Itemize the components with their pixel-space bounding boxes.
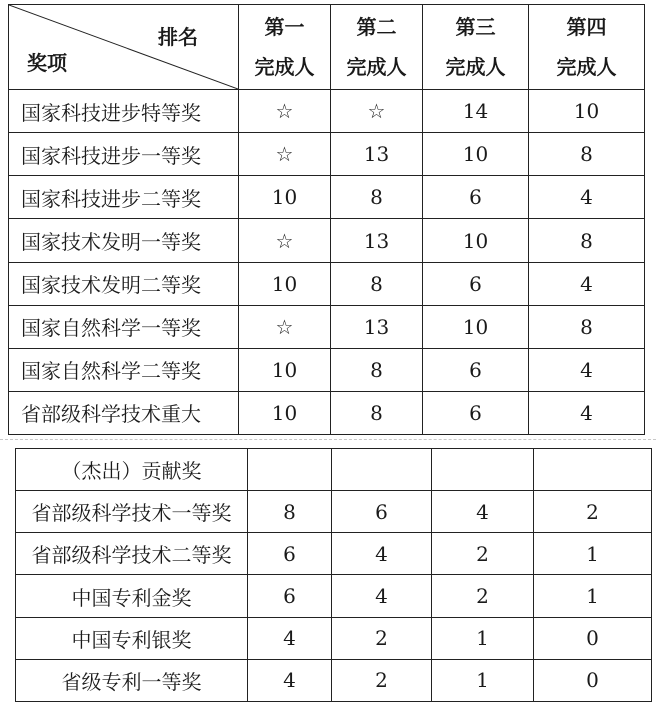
value-cell-rank-3: 2 [432, 533, 534, 575]
value-cell-rank-3 [432, 449, 534, 491]
value-cell-rank-4: 4 [529, 176, 645, 219]
value-cell-rank-4: 2 [534, 491, 652, 533]
col-header-2 [331, 5, 423, 90]
value-cell-rank-3: 10 [423, 133, 529, 176]
value-cell-rank-4: 0 [534, 617, 652, 659]
value-cell-rank-1: 6 [248, 533, 332, 575]
table-row [16, 659, 652, 701]
table-row [9, 262, 645, 305]
table-row [9, 348, 645, 391]
award-name-cell: 国家科技进步特等奖 [9, 90, 239, 133]
award-table-page1 [8, 4, 645, 435]
col-header-3-line1: 第三 [455, 15, 496, 40]
award-name-cell: 国家科技进步二等奖 [9, 176, 239, 219]
table-row [16, 449, 652, 491]
col-header-1-line2: 完成人 [254, 55, 315, 80]
value-cell-rank-3: 10 [423, 305, 529, 348]
value-cell-rank-2: 8 [331, 391, 423, 434]
value-cell-rank-2: 8 [331, 262, 423, 305]
value-cell-rank-1: ☆ [239, 90, 331, 133]
value-cell-rank-1: 4 [248, 617, 332, 659]
value-cell-rank-1: 10 [239, 176, 331, 219]
col-header-2-line2: 完成人 [346, 55, 407, 80]
rank-label: 排名 [158, 25, 198, 50]
col-header-1-line1: 第一 [264, 15, 305, 40]
award-name-cell: 省部级科学技术重大 [9, 391, 239, 434]
award-name-cell: 国家科技进步一等奖 [9, 133, 239, 176]
value-cell-rank-4: 10 [529, 90, 645, 133]
table1-body [9, 90, 645, 435]
value-cell-rank-4 [534, 449, 652, 491]
value-cell-rank-4: 4 [529, 348, 645, 391]
value-cell-rank-1: ☆ [239, 219, 331, 262]
value-cell-rank-1: 6 [248, 575, 332, 617]
value-cell-rank-2: ☆ [331, 90, 423, 133]
value-cell-rank-2: 13 [331, 219, 423, 262]
award-name-cell: 省级专利一等奖 [16, 659, 248, 701]
award-name-cell: 中国专利金奖 [16, 575, 248, 617]
table2-body [16, 449, 652, 702]
award-name-cell: 国家自然科学一等奖 [9, 305, 239, 348]
value-cell-rank-2 [332, 449, 432, 491]
value-cell-rank-3: 6 [423, 391, 529, 434]
value-cell-rank-4: 8 [529, 305, 645, 348]
value-cell-rank-2: 8 [331, 176, 423, 219]
table-row [9, 219, 645, 262]
value-cell-rank-4: 0 [534, 659, 652, 701]
award-name-cell: 国家技术发明二等奖 [9, 262, 239, 305]
diagonal-header-cell [9, 5, 239, 90]
col-header-4-line1: 第四 [566, 15, 607, 40]
value-cell-rank-1: 10 [239, 262, 331, 305]
value-cell-rank-4: 8 [529, 133, 645, 176]
value-cell-rank-3: 1 [432, 659, 534, 701]
value-cell-rank-2: 13 [331, 133, 423, 176]
item-label: 奖项 [27, 51, 67, 76]
value-cell-rank-3: 1 [432, 617, 534, 659]
col-header-3-line2: 完成人 [445, 55, 506, 80]
value-cell-rank-1: 4 [248, 659, 332, 701]
table-row [9, 90, 645, 133]
award-name-cell: 中国专利银奖 [16, 617, 248, 659]
value-cell-rank-1 [248, 449, 332, 491]
value-cell-rank-4: 4 [529, 391, 645, 434]
value-cell-rank-3: 10 [423, 219, 529, 262]
col-header-4-line2: 完成人 [556, 55, 617, 80]
value-cell-rank-3: 6 [423, 262, 529, 305]
value-cell-rank-2: 2 [332, 617, 432, 659]
col-header-2-line1: 第二 [356, 15, 397, 40]
value-cell-rank-4: 1 [534, 575, 652, 617]
table-row [9, 391, 645, 434]
value-cell-rank-2: 4 [332, 533, 432, 575]
header-row [9, 5, 645, 90]
value-cell-rank-2: 2 [332, 659, 432, 701]
value-cell-rank-3: 6 [423, 176, 529, 219]
value-cell-rank-2: 6 [332, 491, 432, 533]
table-row [9, 176, 645, 219]
table-row [9, 305, 645, 348]
value-cell-rank-3: 4 [432, 491, 534, 533]
value-cell-rank-2: 4 [332, 575, 432, 617]
award-name-cell: 国家技术发明一等奖 [9, 219, 239, 262]
col-header-4 [529, 5, 645, 90]
page-break [0, 439, 656, 441]
col-header-3 [423, 5, 529, 90]
value-cell-rank-1: ☆ [239, 133, 331, 176]
value-cell-rank-4: 1 [534, 533, 652, 575]
table-row [16, 491, 652, 533]
table-row [9, 133, 645, 176]
table-row [16, 617, 652, 659]
table-row [16, 575, 652, 617]
value-cell-rank-2: 13 [331, 305, 423, 348]
value-cell-rank-1: 10 [239, 391, 331, 434]
award-name-cell: 省部级科学技术一等奖 [16, 491, 248, 533]
value-cell-rank-1: 10 [239, 348, 331, 391]
value-cell-rank-2: 8 [331, 348, 423, 391]
value-cell-rank-1: 8 [248, 491, 332, 533]
value-cell-rank-4: 8 [529, 219, 645, 262]
award-name-cell: （杰出）贡献奖 [16, 449, 248, 491]
award-name-cell: 省部级科学技术二等奖 [16, 533, 248, 575]
table-row [16, 533, 652, 575]
value-cell-rank-3: 6 [423, 348, 529, 391]
value-cell-rank-3: 14 [423, 90, 529, 133]
award-table-page2 [15, 448, 652, 702]
value-cell-rank-1: ☆ [239, 305, 331, 348]
value-cell-rank-4: 4 [529, 262, 645, 305]
award-name-cell: 国家自然科学二等奖 [9, 348, 239, 391]
value-cell-rank-3: 2 [432, 575, 534, 617]
col-header-1 [239, 5, 331, 90]
